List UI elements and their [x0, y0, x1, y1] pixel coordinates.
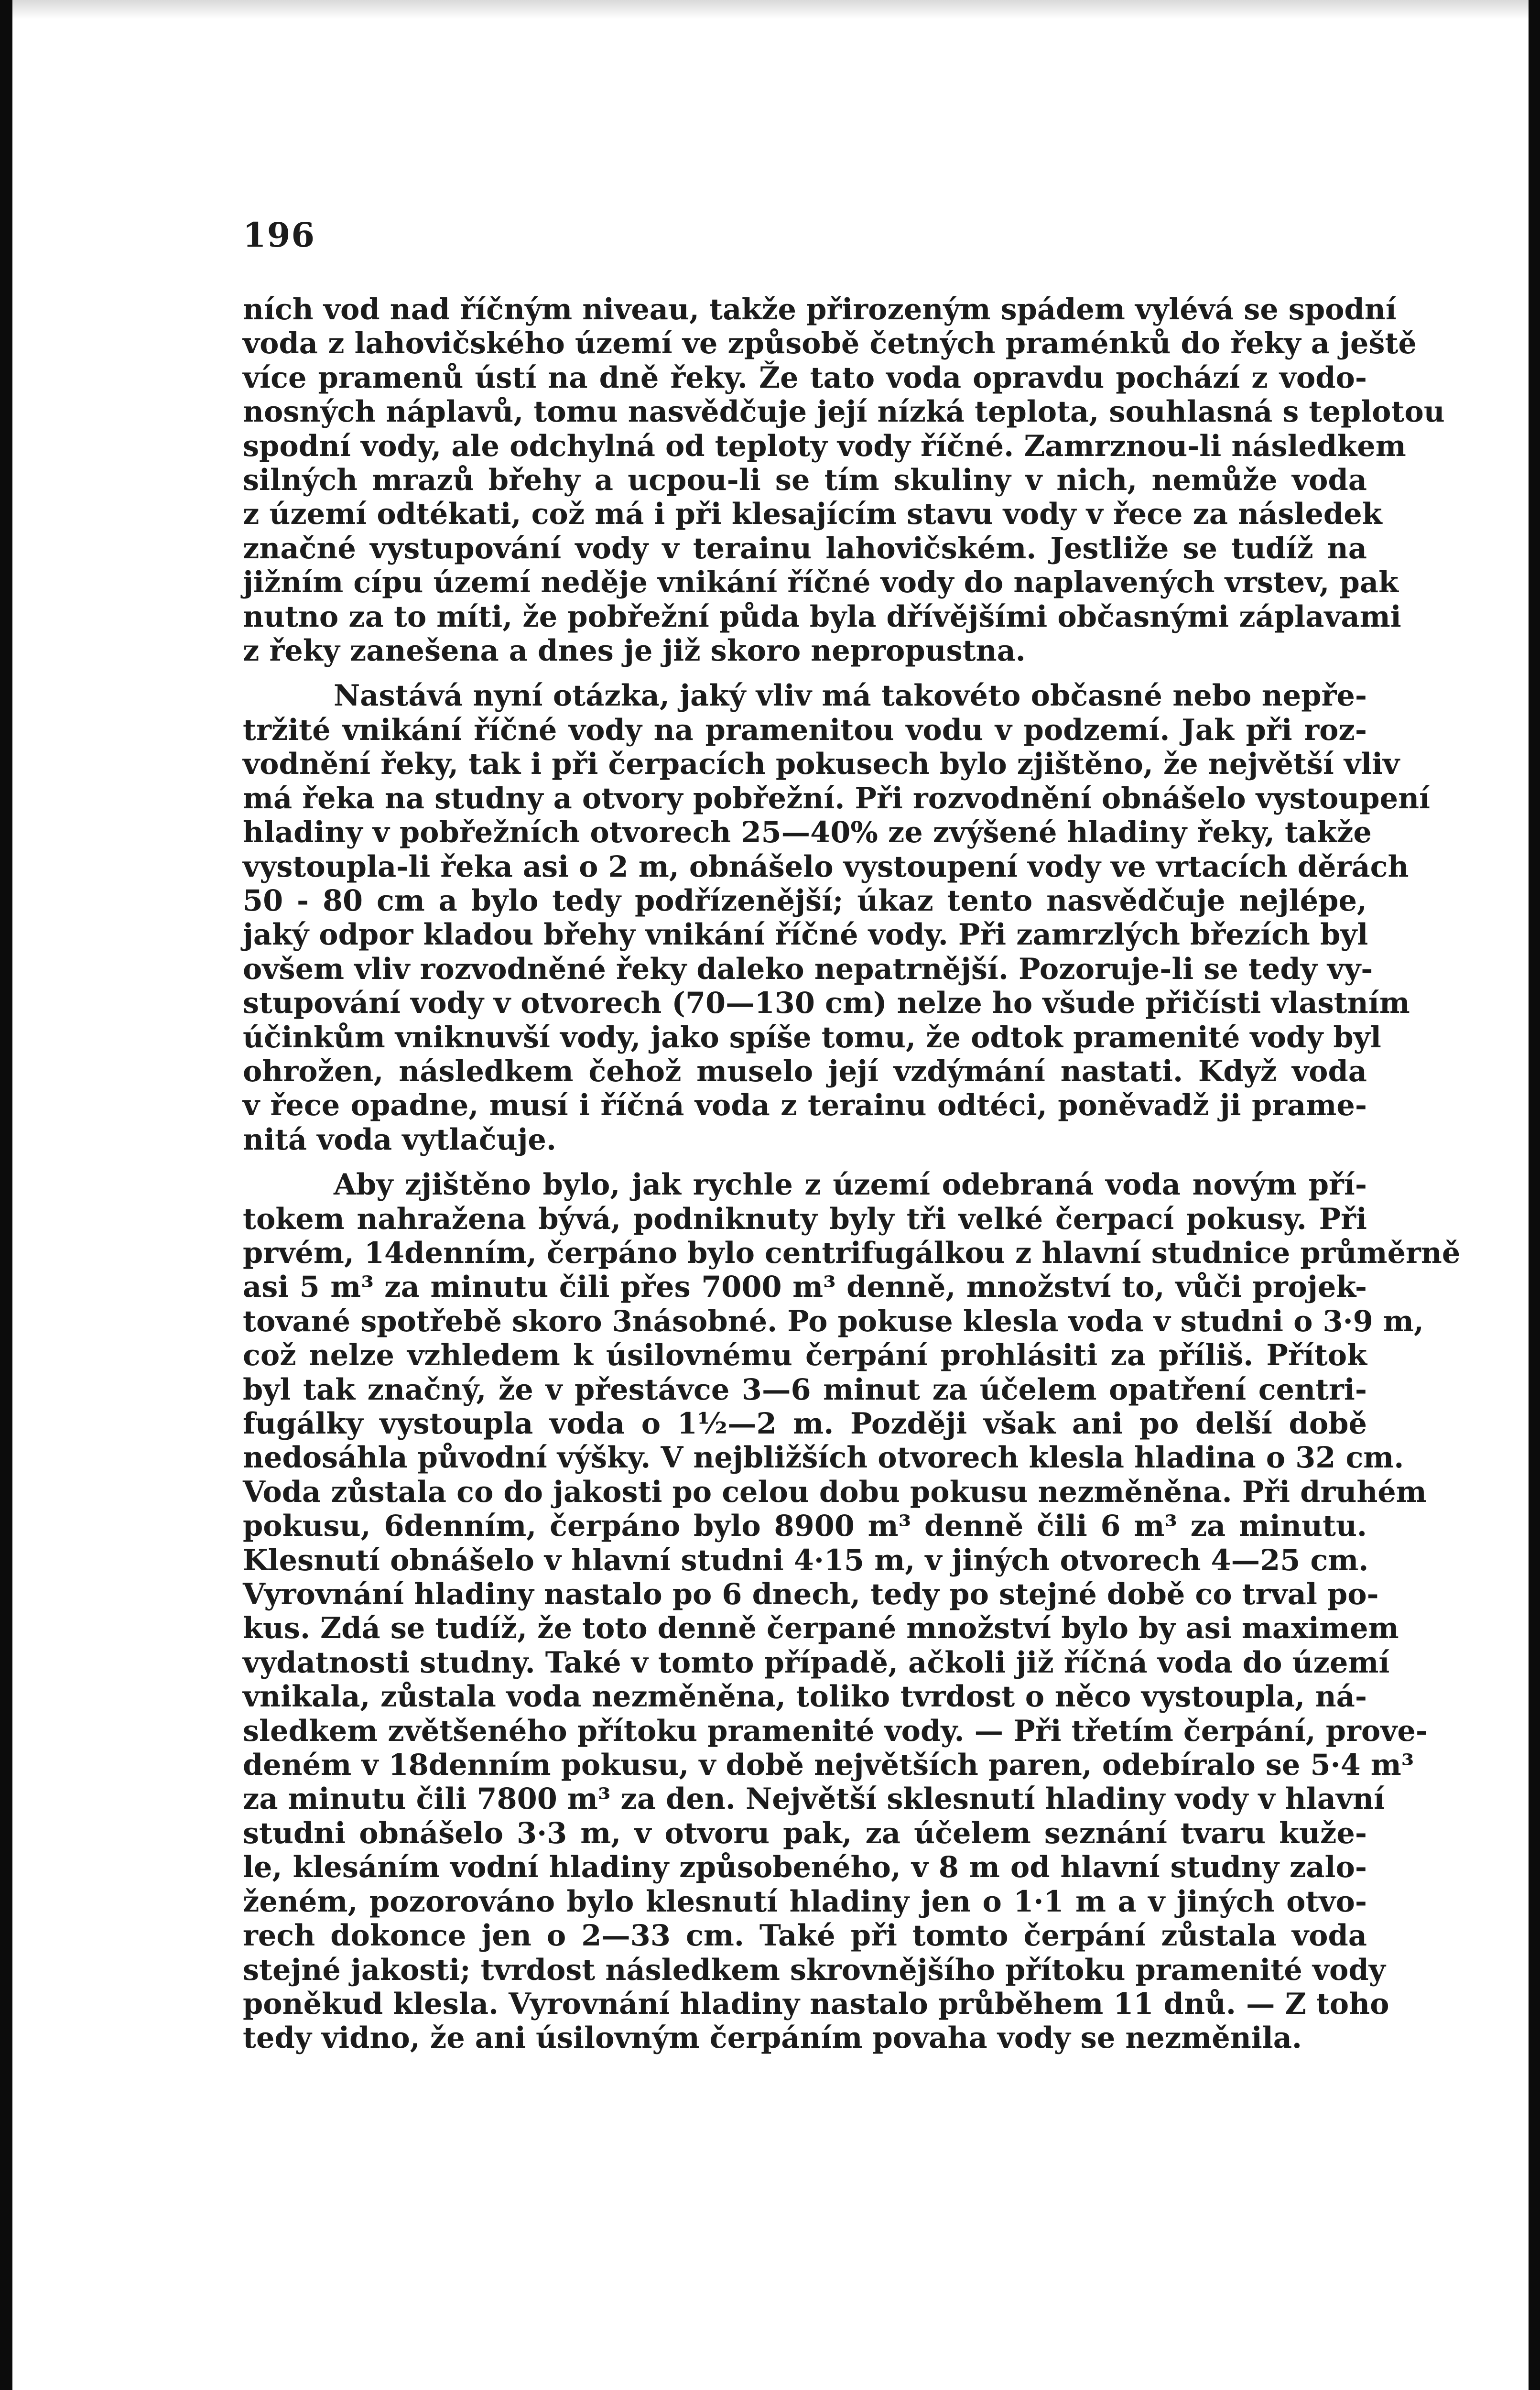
text-line: vnikala, zůstala voda nezměněna, toliko tvrdost o něco vystoupla, ná- [243, 1680, 1367, 1714]
text-line: ženém, pozorováno bylo klesnutí hladiny jen o 1·1 m a v jiných otvo- [243, 1884, 1367, 1919]
text-line: má řeka na studny a otvory pobřežní. Při rozvodnění obnášelo vystoupení [243, 781, 1431, 815]
text-line: tržité vnikání říčné vody na pramenitou vodu v podzemí. Jak při roz- [243, 713, 1367, 747]
text-line: deném v 18denním pokusu, v době největších paren, odebíralo se 5·4 m³ [243, 1748, 1414, 1782]
text-line: za minutu čili 7800 m³ za den. Největší sklesnutí hladiny vody v hlavní [243, 1782, 1385, 1816]
text-line: Vyrovnání hladiny nastalo po 6 dnech, tedy po stejné době co trval po- [243, 1577, 1379, 1612]
scan-edge-top [12, 0, 1529, 19]
text-line: studni obnášelo 3·3 m, v otvoru pak, za účelem seznání tvaru kuže- [243, 1816, 1367, 1850]
text-line: vodnění řeky, tak i při čerpacích pokusech bylo zjištěno, že největší vliv [243, 747, 1400, 782]
text-line: ních vod nad říčným niveau, takže přirozeným spádem vylévá se spodní [243, 293, 1397, 326]
text-line: což nelze vzhledem k úsilovnému čerpání prohlásiti za příliš. Přítok [243, 1338, 1367, 1373]
text-line: značné vystupování vody v terainu lahovičském. Jestliže se tudíž na [243, 531, 1367, 565]
text-line: stejné jakosti; tvrdost následkem skrovnějšího přítoku pramenité vody [243, 1953, 1386, 1987]
text-line: nitá voda vytlačuje. [243, 1122, 556, 1157]
text-line: voda z lahovičského území ve způsobě četných praménků do řeky a ještě [243, 326, 1417, 361]
text-line: tované spotřebě skoro 3násobné. Po pokuse klesla voda v studni o 3·9 m, [243, 1304, 1424, 1338]
paragraph-2 [243, 679, 1431, 1157]
body-text [243, 293, 1461, 2066]
text-line: nedosáhla původní výšky. V nejbližších otvorech klesla hladina o 32 cm. [243, 1441, 1404, 1475]
paragraph-3 [243, 1168, 1461, 2055]
text-line: Voda zůstala co do jakosti po celou dobu pokusu nezměněna. Při druhém [243, 1475, 1427, 1509]
text-line: více pramenů ústí na dně řeky. Že tato voda opravdu pochází z vodo- [243, 360, 1367, 395]
page-number: 196 [243, 215, 316, 255]
text-line: Klesnutí obnášelo v hlavní studni 4·15 m, v jiných otvorech 4—25 cm. [243, 1543, 1369, 1577]
text-line: stupování vody v otvorech (70—130 cm) nelze ho všude přičísti vlastním [243, 986, 1410, 1021]
text-line: asi 5 m³ za minutu čili přes 7000 m³ denně, množství to, vůči projek- [243, 1270, 1367, 1304]
text-line: hladiny v pobřežních otvorech 25—40% ze zvýšené hladiny řeky, takže [243, 815, 1372, 850]
text-line: vystoupla-li řeka asi o 2 m, obnášelo vystoupení vody ve vrtacích děrách [243, 849, 1409, 884]
text-line: jižním cípu území neděje vnikání říčné vody do naplavených vrstev, pak [243, 565, 1399, 600]
text-line: prvém, 14denním, čerpáno bylo centrifugálkou z hlavní studnice průměrně [243, 1236, 1461, 1270]
text-line: tedy vidno, že ani úsilovným čerpáním povaha vody se nezměnila. [243, 2021, 1302, 2055]
text-line: poněkud klesla. Vyrovnání hladiny nastalo průběhem 11 dnů. — Z toho [243, 1987, 1389, 2021]
scan-edge-left [0, 0, 12, 2390]
text-line: nutno za to míti, že pobřežní půda byla dřívějšími občasnými záplavami [243, 599, 1401, 634]
text-line: pokusu, 6denním, čerpáno bylo 8900 m³ denně čili 6 m³ za minutu. [243, 1509, 1367, 1543]
text-line: 50 - 80 cm a bylo tedy podřízenější; úkaz tento nasvědčuje nejlépe, [243, 883, 1367, 918]
paragraph-1 [243, 293, 1445, 668]
scan-edge-right [1529, 0, 1540, 2390]
text-line: ohrožen, následkem čehož muselo její vzdýmání nastati. Když voda [243, 1054, 1367, 1088]
text-line: fugálky vystoupla voda o 1½—2 m. Později však ani po delší době [243, 1407, 1367, 1441]
text-line: spodní vody, ale odchylná od teploty vody říčné. Zamrznou-li následkem [243, 429, 1406, 463]
text-line: z řeky zanešena a dnes je již skoro nepropustna. [243, 634, 1026, 668]
text-line: účinkům vniknuvší vody, jako spíše tomu, že odtok pramenité vody byl [243, 1020, 1381, 1054]
text-line: tokem nahražena bývá, podniknuty byly tři velké čerpací pokusy. Při [243, 1202, 1367, 1236]
text-line: vydatnosti studny. Také v tomto případě, ačkoli již říčná voda do území [243, 1645, 1390, 1680]
text-line: z území odtékati, což má i při klesajícím stavu vody v řece za následek [243, 497, 1382, 532]
text-line: Aby zjištěno bylo, jak rychle z území odebraná voda novým pří- [334, 1168, 1367, 1202]
text-line: v řece opadne, musí i říčná voda z terainu odtéci, poněvadž ji prame- [243, 1088, 1367, 1123]
text-line: le, klesáním vodní hladiny způsobeného, v 8 m od hlavní studny zalo- [243, 1850, 1367, 1885]
text-line: silných mrazů břehy a ucpou-li se tím skuliny v nich, nemůže voda [243, 463, 1367, 498]
text-line: nosných náplavů, tomu nasvědčuje její nízká teplota, souhlasná s teplotou [243, 395, 1445, 429]
text-line: sledkem zvětšeného přítoku pramenité vody. — Při třetím čerpání, prove- [243, 1714, 1428, 1748]
text-line: Nastává nyní otázka, jaký vliv má takovéto občasné nebo nepře- [334, 679, 1367, 713]
text-line: kus. Zdá se tudíž, že toto denně čerpané množství bylo by asi maximem [243, 1611, 1399, 1646]
text-line: jaký odpor kladou břehy vnikání říčné vody. Při zamrzlých březích byl [243, 918, 1368, 952]
text-line: rech dokonce jen o 2—33 cm. Také při tomto čerpání zůstala voda [243, 1919, 1367, 1953]
text-line: byl tak značný, že v přestávce 3—6 minut za účelem opatření centri- [243, 1372, 1367, 1407]
text-line: ovšem vliv rozvodněné řeky daleko nepatrnější. Pozoruje-li se tedy vy- [243, 952, 1373, 986]
